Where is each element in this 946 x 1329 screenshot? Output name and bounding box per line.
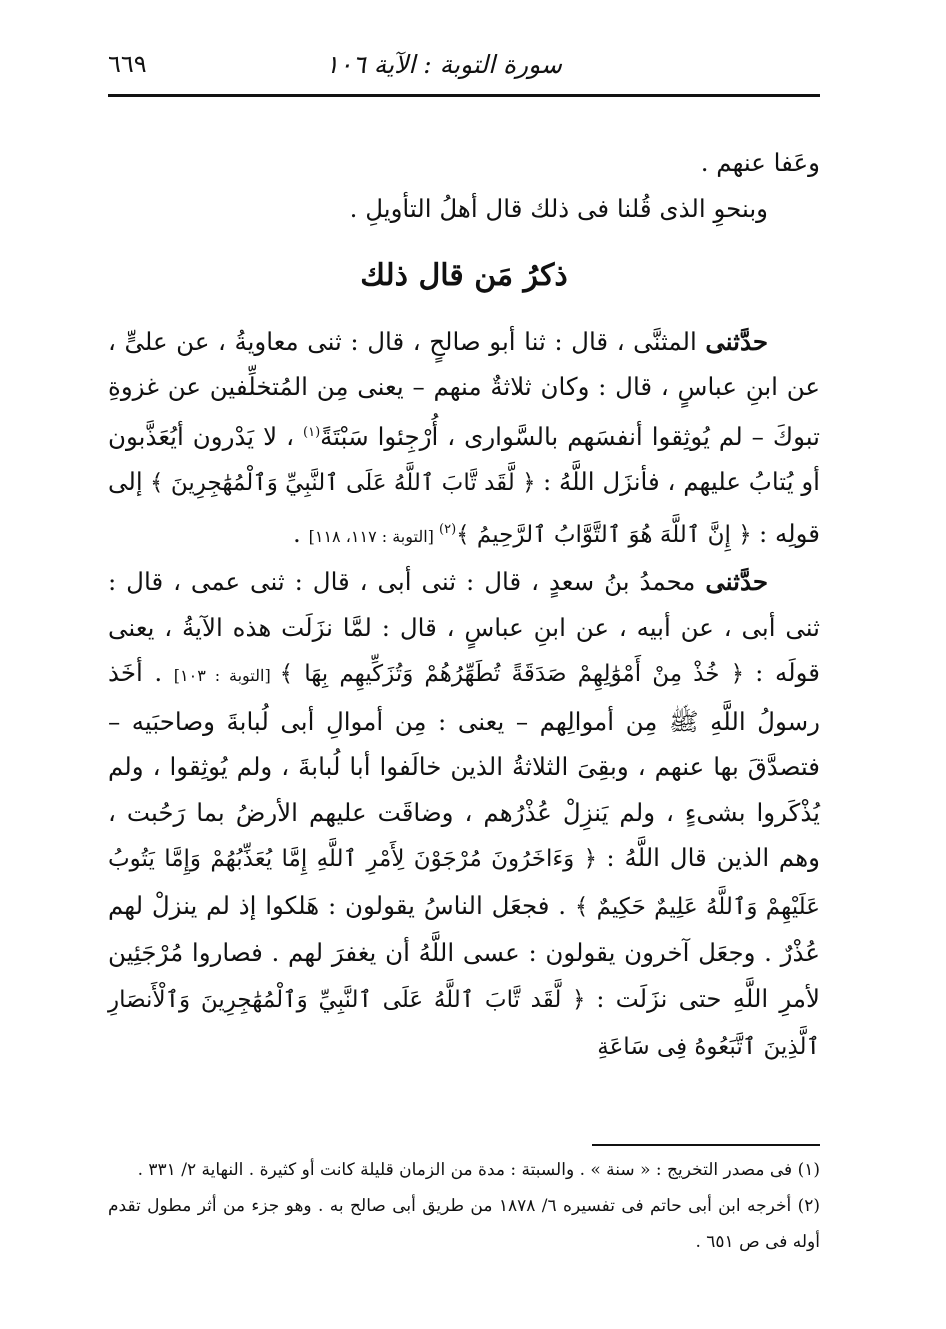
narration-lead: حدَّثنى [705,567,768,597]
narration-text: . أخَذ رسولُ اللَّهِ ﷺ مِن أموالِهم – يعنى : مِن أموالِ أبى لُبابةَ وصاحبَيه – فتصدَّقَ بها عنهم ، وبقِىَ الثلاثةُ الذين خالَفوا أبا لُبابةَ ، ولم يُوثِقوا ، ولم يُذْكَروا بشىءٍ ، ولم يَنزِلْ عُذْرُهم ، وضاقَت عليهم الأرضُ بما رَحُبت ، وهم الذين قال اللَّهُ : [108,658,820,873]
quran-quote: ﴿ خُذْ مِنْ أَمْوَٰلِهِمْ صَدَقَةً تُطَهِّرُهُمْ وَتُزَكِّيهِم بِهَا ﴾ [279,661,756,688]
narration-text: . فجعَل الناسُ يقولون : هَلكوا إذ لم ينزلْ لهم عُذْرٌ . وجعَل آخرون يقولون : عسى اللَّهُ أن يغفرَ لهم . فصاروا مُرْجَئِين لأمرِ اللَّهِ حتى نزَلَت : [108,890,820,1013]
sentence-end: . [293,518,309,548]
verse-reference: [التوبة : ١٠٣] [173,666,280,686]
quran-quote: ﴿ إِنَّ ٱللَّهَ هُوَ ٱلتَّوَّابُ ٱلرَّحِيمُ ﴾ [456,521,759,548]
verse-reference: [التوبة : ١١٧، ١١٨] [308,526,439,546]
header-divider [108,94,820,97]
narration-text: محمدُ بنُ سعدٍ ، قال : ثنى أبى ، قال : ثنى عمى ، قال : ثنى أبى ، عن أبيه ، عن ابنِ عباسٍ ، قال : لمَّا نزَلَت هذه الآيةُ ، يعنى قولَه : [108,567,820,688]
running-title: سورة التوبة : الآية ١٠٦ [325,50,562,79]
quran-quote: ﴿ لَّقَد تَّابَ ٱللَّهُ عَلَى ٱلنَّبِيِّ وَٱلْمُهَٰجِرِينَ ﴾ [142,470,543,497]
footnotes [108,1152,820,1260]
footnote-divider [592,1144,820,1146]
narration-text: المثنَّى ، قال : ثنا أبو صالحٍ ، قال : ثنى معاويةُ ، عن علىٍّ ، عن ابنِ عباسٍ ، قال : وكان ثلاثةٌ منهم – يعنى مِن المُتخلِّفين عن غزوةِ تبوكَ – لم يُوثِقوا أنفسَهم بالسَّوارى ، أُرْجِئوا سَبْتَةً [108,326,820,451]
page-header [108,46,820,86]
quran-quote: ﴿ وَءَاخَرُونَ مُرْجَوْنَ لِأَمْرِ ٱللَّهِ إِمَّا يُعَذِّبُهُمْ وَإِمَّا يَتُوبُ عَلَيْهِمْ وَٱللَّهُ عَلِيمٌ حَكِيمٌ ﴾ [108,846,820,920]
paragraph-3 [108,319,820,560]
narration-lead: حدَّثنى [705,326,768,356]
paragraph-4 [108,559,820,1071]
page-number: ٦٦٩ [108,50,147,78]
footnote-2: (٢) أخرجه ابن أبى حاتم فى تفسيره ٦/ ١٨٧٨ من طريق أبى صالح به . وهو جزء من أثر مطول تقدم أوله فى ص ٦٥١ . [108,1196,821,1252]
footnote-marker-1: (١) [303,424,321,440]
narration-text: إلى قولِه : [108,467,820,548]
narration-text: ، لا يَدْرون أيُعَذَّبون أو يُتابُ عليهم ، فأنزَل اللَّهُ : [108,421,820,497]
footnote-marker-2: (٢) [439,521,457,537]
paragraph-1: وعَفا عنهم . [700,148,820,177]
section-heading: ذكرُ مَن قال ذلك [360,258,568,293]
paragraph-2: وبنحوِ الذى قُلنا فى ذلك قال أهلُ التأويلِ . [349,193,768,223]
footnote-1: (١) فى مصدر التخريج : « سنة » . والسبتة : مدة من الزمان قليلة كانت أو كثيرة . النهاية ٢/ ٣٣١ . [137,1160,820,1180]
main-text [108,140,820,1071]
quran-quote: ﴿ لَّقَد تَّابَ ٱللَّهُ عَلَى ٱلنَّبِيِّ وَٱلْمُهَٰجِرِينَ وَٱلْأَنصَارِ ٱلَّذِينَ ٱتَّبَعُوهُ فِى سَاعَةِ [108,986,820,1061]
